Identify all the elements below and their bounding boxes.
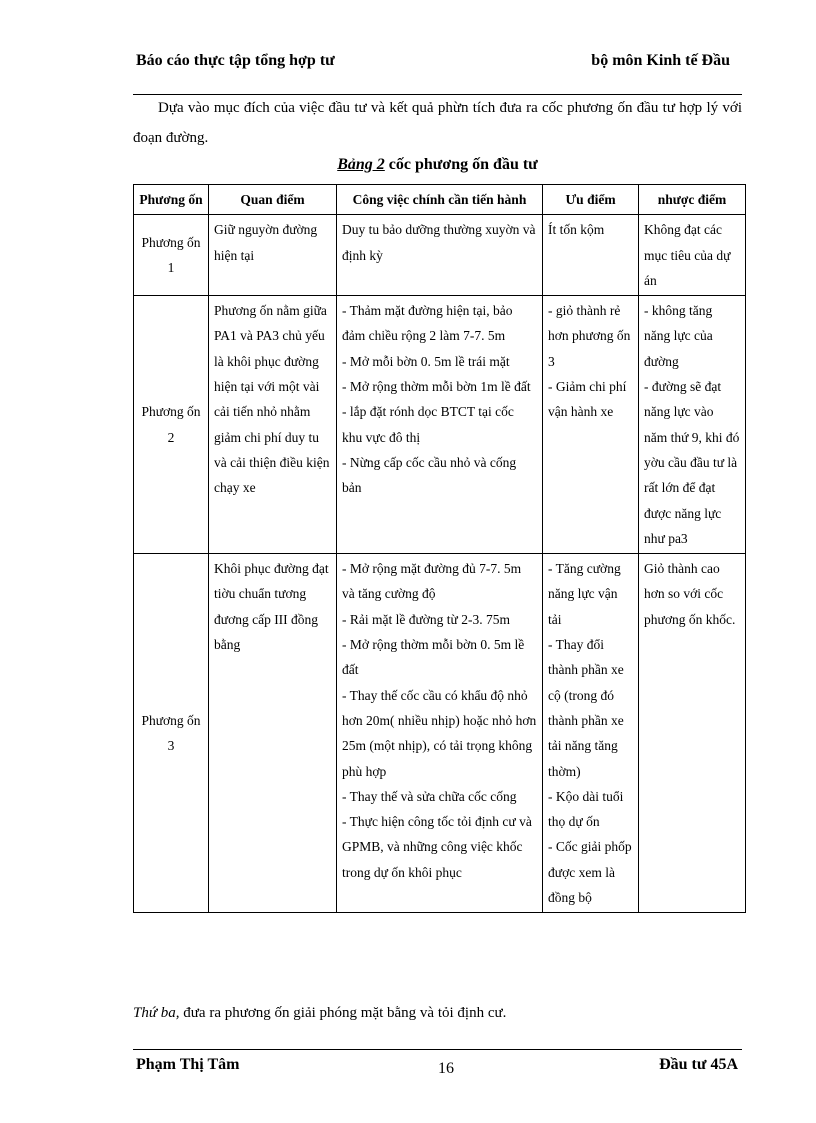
cell-line: - Thay thế cốc cầu có khẩu độ nhỏ hơn 20m( nhiều nhịp) hoặc nhỏ hơn 25m (một nhịp), có tải trọng không phù hợp: [342, 687, 537, 779]
cell-line: - đường sẽ đạt năng lực vào năm thứ 9, khi đó yờu cầu đầu tư là rất lớn để đạt được năng lực như pa3: [644, 379, 740, 546]
header-cell-option: Phương ốn: [134, 185, 209, 215]
disadvantages-cell: [639, 554, 746, 913]
header-cell-viewpoint: Quan điểm: [209, 185, 337, 215]
cell-line: - Tăng cường năng lực vận tải: [548, 561, 621, 627]
cell-line: Giữ nguyờn đường hiện tại: [214, 222, 318, 263]
cell-line: - Mở rộng thờm mỗi bờn 1m lề đất: [342, 379, 531, 395]
main-work-cell: [337, 296, 543, 554]
advantages-cell: [543, 296, 639, 554]
footer-author: Phạm Thị Tâm: [136, 1056, 240, 1073]
option-label-cell: Phương ốn 3: [134, 554, 209, 913]
option-label-cell: Phương ốn 2: [134, 296, 209, 554]
cell-line: - Mở rộng mặt đường đủ 7-7. 5m và tăng cường độ: [342, 561, 522, 602]
option-label-cell: Phương ốn 1: [134, 215, 209, 296]
disadvantages-cell: [639, 296, 746, 554]
viewpoint-cell: [209, 296, 337, 554]
paragraph-lead: Thứ ba,: [133, 1005, 180, 1021]
cell-line: - giỏ thành rẻ hơn phương ốn 3: [548, 303, 631, 369]
table-row: [134, 296, 746, 554]
cell-line: Ít tốn kộm: [548, 222, 605, 238]
viewpoint-cell: [209, 215, 337, 296]
cell-line: - Mở rộng thờm mỗi bờn 0. 5m lề đất: [342, 637, 525, 678]
footer-class: Đầu tư 45A: [659, 1056, 738, 1073]
cell-line: - Thay thế và sửa chữa cốc cống: [342, 788, 517, 804]
page-header: [133, 48, 742, 95]
cell-line: Duy tu bảo dưỡng thường xuyờn và định kỳ: [342, 222, 536, 263]
advantages-cell: [543, 554, 639, 913]
table-title: cốc phương ốn đầu tư: [384, 156, 538, 173]
header-cell-advantages: Ưu điểm: [543, 185, 639, 215]
cell-line: - Kộo dài tuổi thọ dự ốn: [548, 788, 624, 830]
disadvantages-cell: [639, 215, 746, 296]
page-number: 16: [438, 1060, 454, 1077]
table-row: [134, 554, 746, 913]
advantages-cell: [543, 215, 639, 296]
following-paragraph: [133, 1000, 506, 1026]
header-cell-main-work: Công việc chính cần tiến hành: [337, 185, 543, 215]
main-work-cell: [337, 215, 543, 296]
header-report-title: Báo cáo thực tập tổng hợp tư: [136, 52, 335, 69]
cell-line: Khôi phục đường đạt tiờu chuẩn tương đương cấp III đồng bằng: [214, 561, 329, 653]
viewpoint-cell: [209, 554, 337, 913]
cell-line: - Nừng cấp cốc cầu nhỏ và cống bản: [342, 454, 517, 496]
table-row: [134, 215, 746, 296]
cell-line: Không đạt các mục tiêu của dự án: [644, 222, 731, 288]
cell-line: - Thảm mặt đường hiện tại, bảo đảm chiều rộng 2 làm 7-7. 5m: [342, 303, 513, 344]
cell-line: - lắp đặt rónh dọc BTCT tại cốc khu vực đô thị: [342, 404, 514, 445]
table-number: Bảng 2: [337, 156, 385, 173]
cell-line: - không tăng năng lực của đường: [644, 303, 713, 369]
paragraph-text: đưa ra phương ốn giải phóng mặt bằng và tỏi định cư.: [179, 1005, 507, 1021]
table-header-row: [134, 185, 746, 215]
main-work-cell: [337, 554, 543, 913]
cell-line: - Rải mặt lề đường từ 2-3. 75m: [342, 611, 510, 627]
intro-text: Dựa vào mục đích của việc đầu tư và kết quả phừn tích đưa ra cốc phương ốn đầu tư hợp lý với đoạn đường.: [133, 100, 742, 146]
header-department: bộ môn Kinh tế Đầu: [591, 52, 730, 69]
table-caption: [133, 156, 742, 174]
page-footer: [133, 1049, 742, 1082]
cell-line: - Cốc giải phốp được xem là đồng bộ: [548, 839, 632, 906]
cell-line: Phương ốn nằm giữa PA1 và PA3 chủ yếu là khôi phục đường hiện tại với một vài cải tiến nhỏ nhằm giảm chi phí duy tu và cải thiện điều kiện chạy xe: [214, 303, 330, 496]
cell-line: - Thực hiện công tốc tỏi định cư và GPMB, và những công việc khốc trong dự ốn khôi phục: [342, 814, 532, 880]
cell-line: - Giảm chi phí vận hành xe: [548, 379, 627, 420]
cell-line: - Mở mỗi bờn 0. 5m lề trái mặt: [342, 353, 510, 369]
header-cell-disadvantages: nhược điểm: [639, 185, 746, 215]
cell-line: Giỏ thành cao hơn so với cốc phương ốn khốc.: [644, 561, 736, 627]
cell-line: - Thay đổi thành phần xe cộ (trong đó thành phần xe tải năng tăng thờm): [548, 637, 624, 779]
investment-options-table: [133, 184, 746, 913]
intro-paragraph: [133, 93, 742, 153]
